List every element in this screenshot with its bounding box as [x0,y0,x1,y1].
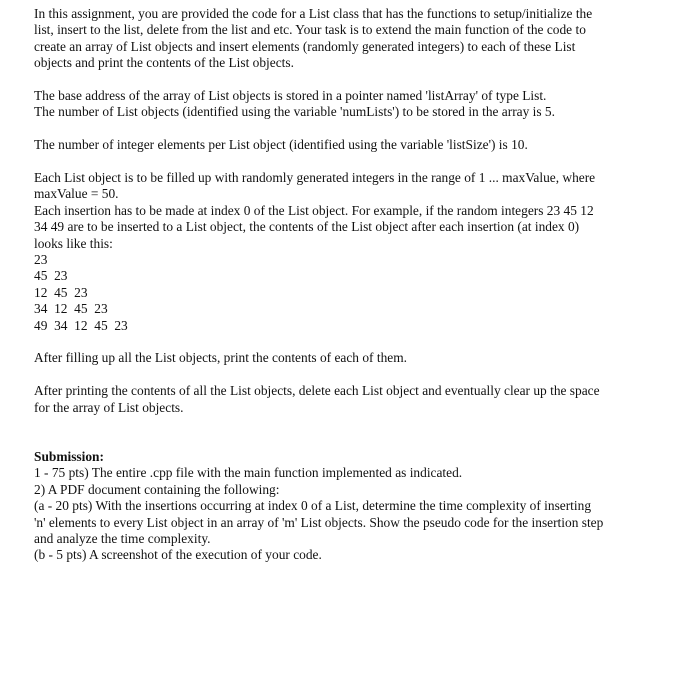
intro-line: create an array of List objects and insert elements (randomly generated integers) to each of these List [34,38,576,54]
submission-item: (a - 20 pts) With the insertions occurring at index 0 of a List, determine the time complexity of inserting [34,498,592,514]
submission-item: 1 - 75 pts) The entire .cpp file with the main function implemented as indicated. [34,465,463,481]
fill-line: Each List object is to be filled up with randomly generated integers in the range of 1 ... maxValue, where [34,170,596,186]
intro-paragraph [34,6,644,72]
print-paragraph [34,350,644,366]
intro-line: objects and print the contents of the List objects. [34,55,294,71]
intro-line: In this assignment, you are provided the code for a List class that has the functions to setup/initialize the [34,6,593,21]
example-row: 49 34 12 45 23 [34,317,128,333]
submission-section [34,449,644,564]
assignment-text [34,6,644,564]
base-address-paragraph [34,88,644,121]
base-address-line: The base address of the array of List objects is stored in a pointer named 'listArray' of type List. [34,88,547,104]
example-row: 12 45 23 [34,284,88,300]
delete-line: for the array of List objects. [34,399,184,415]
insertion-example [34,252,644,334]
example-row: 34 12 45 23 [34,301,108,317]
submission-heading: Submission: [34,448,104,464]
delete-line: After printing the contents of all the List objects, delete each List object and eventually clear up the space [34,383,600,399]
delete-paragraph [34,383,644,416]
list-size-line: The number of integer elements per List object (identified using the variable 'listSize') is 10. [34,137,528,153]
intro-line: list, insert to the list, delete from the list and etc. Your task is to extend the main function of the code to [34,22,586,38]
example-row: 45 23 [34,268,68,284]
submission-item: 2) A PDF document containing the following: [34,481,280,497]
num-lists-line: The number of List objects (identified using the variable 'numLists') to be stored in the array is 5. [34,104,555,120]
fill-line: looks like this: [34,235,113,251]
fill-line: maxValue = 50. [34,186,119,202]
fill-line: 34 49 are to be inserted to a List object, the contents of the List object after each insertion (at index 0) [34,219,580,235]
example-row: 23 [34,252,48,268]
submission-item: 'n' elements to every List object in an array of 'm' List objects. Show the pseudo code for the insertion step [34,514,604,530]
submission-item: (b - 5 pts) A screenshot of the execution of your code. [34,547,322,563]
submission-item: and analyze the time complexity. [34,530,211,546]
fill-line: Each insertion has to be made at index 0 of the List object. For example, if the random integers 23 45 12 [34,202,594,218]
print-line: After filling up all the List objects, print the contents of each of them. [34,350,407,366]
fill-paragraph [34,170,644,252]
list-size-paragraph [34,137,644,153]
